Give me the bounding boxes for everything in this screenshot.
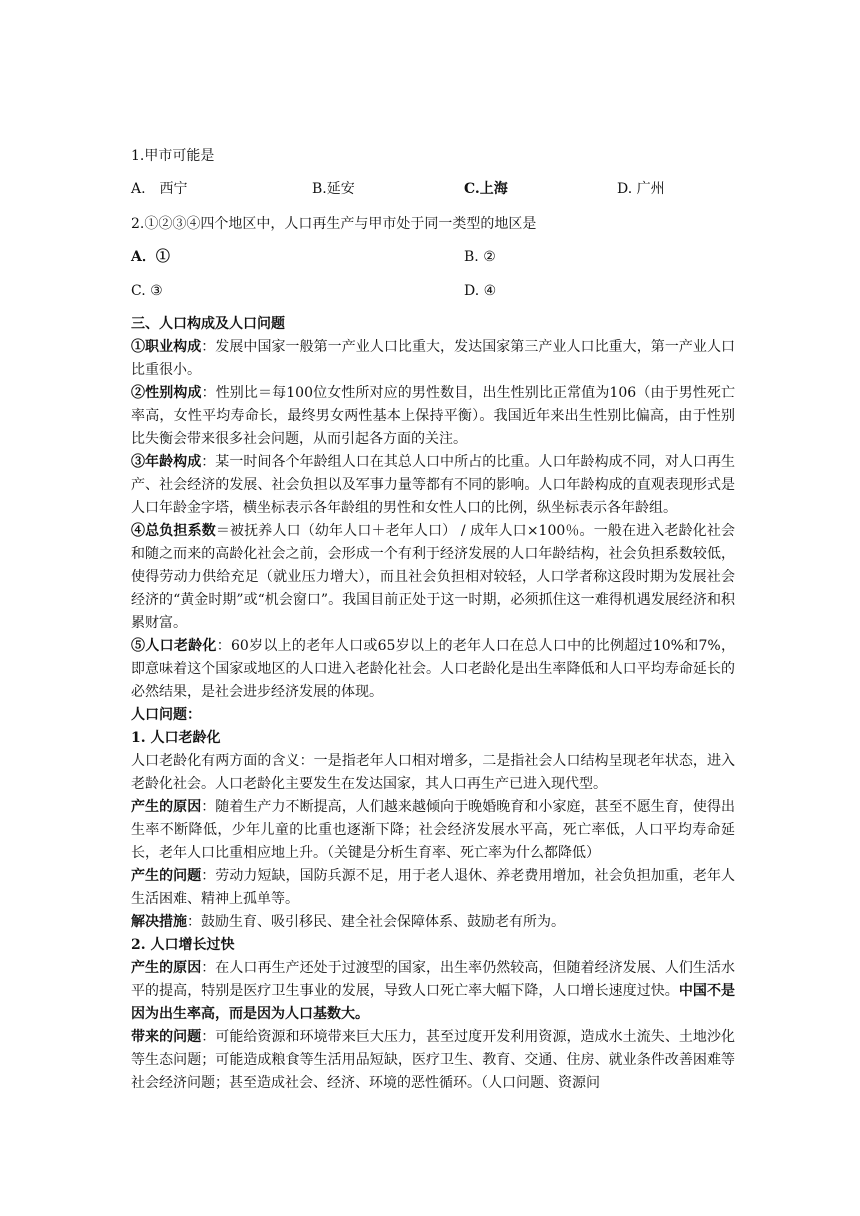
issues-label: 产生的问题 xyxy=(131,868,202,884)
option-c: C. ③ xyxy=(131,283,163,299)
question-2-options-row-2 xyxy=(131,280,751,304)
option-d: D. 广州 xyxy=(617,181,665,197)
growth-causes xyxy=(131,957,735,1026)
item-text: ：某一时间各个年龄组人口在其总人口中所占的比重。人口年龄构成不同，对人口再生产、社会经济的发展、社会负担以及军事力量等都有不同的影响。人口年龄构成的直观表现形式是人口年龄金字塔，横坐标表示各年龄组的男性和女性人口的比例，纵坐标表示各年龄组。 xyxy=(131,454,736,516)
option-a: A．① xyxy=(131,249,170,265)
option-d: D. ④ xyxy=(464,283,497,299)
measures-text: ：鼓励生育、吸引移民、建全社会保障体系、鼓励老有所为。 xyxy=(187,914,565,930)
option-a: A. 西宁 xyxy=(131,181,188,197)
main-content xyxy=(131,313,735,1095)
causes-text: ：随着生产力不断提高，人们越来越倾向于晚婚晚育和小家庭，甚至不愿生育，使得出生率不断降低，少年儿童的比重也逐渐下降；社会经济发展水平高，死亡率低，人口平均寿命延长，老年人口比重相应地上升。（关键是分析生育率、死亡率为什么都降低） xyxy=(131,799,736,861)
causes-emphasis: 中国不是因为出生率高，而是因为人口基数大。 xyxy=(131,983,736,1022)
causes-label: 产生的原因 xyxy=(131,960,202,976)
item-text: ：60岁以上的老年人口或65岁以上的老年人口在总人口中的比例超过10%和7%，即意味着这个国家或地区的人口进入老龄化社会。人口老龄化是出生率降低和人口平均寿命延长的必然结果，是社会进步经济发展的体现。 xyxy=(131,638,735,700)
option-b: B.延安 xyxy=(312,181,355,197)
term-label: ①职业构成 xyxy=(131,339,202,355)
growth-effects xyxy=(131,1026,735,1095)
term-label: ⑤人口老龄化 xyxy=(131,638,217,654)
question-2-stem: 2.①②③④四个地区中，人口再生产与甲市处于同一类型的地区是 xyxy=(131,216,537,232)
aging-measures xyxy=(131,911,735,934)
measures-label: 解决措施 xyxy=(131,914,187,930)
item-sex-ratio xyxy=(131,382,735,451)
effects-text: ：可能给资源和环境带来巨大压力，甚至过度开发利用资源，造成水土流失、土地沙化等生态问题；可能造成粮食等生活用品短缺，医疗卫生、教育、交通、住房、就业条件改善困难等社会经济问题；甚至造成社会、经济、环境的恶性循环。（人口问题、资源问 xyxy=(131,1029,736,1091)
term-label: ③年龄构成 xyxy=(131,454,202,470)
aging-causes xyxy=(131,796,735,865)
question-1-stem: 1.甲市可能是 xyxy=(131,148,215,164)
aging-meaning: 人口老龄化有两方面的含义：一是指老年人口相对增多，二是指社会人口结构呈现老年状态，进入老龄化社会。人口老龄化主要发生在发达国家，其人口再生产已进入现代型。 xyxy=(131,753,735,792)
item-dependency-ratio xyxy=(131,520,735,635)
item-population-aging xyxy=(131,635,735,704)
causes-label: 产生的原因 xyxy=(131,799,202,815)
growth-title: 2. 人口增长过快 xyxy=(131,937,235,953)
item-occupation xyxy=(131,336,735,382)
causes-text: ：在人口再生产还处于过渡型的国家，出生率仍然较高，但随着经济发展、人们生活水平的提高，特别是医疗卫生事业的发展，导致人口死亡率大幅下降，人口增长速度过快。 xyxy=(131,960,736,999)
issues-text: ：劳动力短缺，国防兵源不足，用于老人退休、养老费用增加，社会负担加重，老年人生活困难、精神上孤单等。 xyxy=(131,868,736,907)
question-1-options xyxy=(131,178,751,202)
item-text: ＝被抚养人口（幼年人口＋老年人口） / 成年人口×100％。一般在进入老龄化社会和随之而来的高龄化社会之前，会形成一个有利于经济发展的人口年龄结构，社会负担系数较低，使得劳动力供给充足（就业压力增大），而且社会负担相对较轻，人口学者称这段时期为发展社会经济的“黄金时期”或“机会窗口”。我国目前正处于这一时期，必须抓住这一难得机遇发展经济和积累财富。 xyxy=(131,523,735,631)
problems-heading: 人口问题： xyxy=(131,707,201,723)
term-label: ②性别构成 xyxy=(131,385,202,401)
aging-issues xyxy=(131,865,735,911)
section-title: 三、人口构成及人口问题 xyxy=(131,316,285,332)
term-label: ④总负担系数 xyxy=(131,523,216,539)
item-text: ：发展中国家一般第一产业人口比重大，发达国家第三产业人口比重大，第一产业人口比重很小。 xyxy=(131,339,736,378)
effects-label: 带来的问题 xyxy=(131,1029,202,1045)
item-text: ：性别比＝每100位女性所对应的男性数目，出生性别比正常值为106（由于男性死亡率高，女性平均寿命长，最终男女两性基本上保持平衡）。我国近年来出生性别比偏高，由于性别比失衡会带来很多社会问题，从而引起各方面的关注。 xyxy=(131,385,735,447)
question-2-options-row-1 xyxy=(131,246,751,270)
option-b: B. ② xyxy=(464,249,496,265)
item-age-structure xyxy=(131,451,735,520)
aging-title: 1. 人口老龄化 xyxy=(131,730,221,746)
option-c: C.上海 xyxy=(464,181,508,197)
